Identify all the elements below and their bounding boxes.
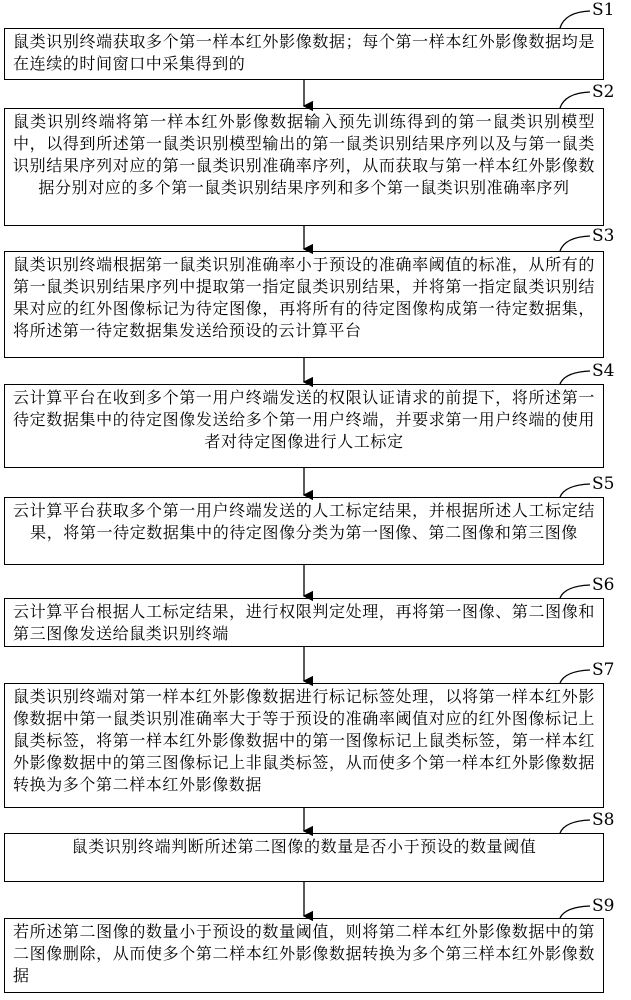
- step-text-s7: 鼠类识别终端对第一样本红外影像数据进行标记标签处理，以将第一样本红外影像数据中第一鼠类识别准确率大于等于预设的准确率阈值对应的红外图像标记上鼠类标签，将第一样本红外影像数据中的第一图像标记上鼠类标签，第一样本红外影像数据中的第三图像标记上非鼠类标签，从而使多个第一样本红外影像数据转换为多个第二样本红外影像数据: [13, 687, 595, 794]
- step-text-s3: 鼠类识别终端根据第一鼠类识别准确率小于预设的准确率阈值的标准，从所有的第一鼠类识别结果序列中提取第一指定鼠类识别结果，并将第一指定鼠类识别结果对应的红外图像标记为待定图像，再将所有的待定图像构成第一待定数据集，将所述第一待定数据集发送给预设的云计算平台: [13, 255, 595, 340]
- leader-s1: [560, 11, 590, 28]
- step-box-s5: [4, 497, 604, 565]
- step-label-s7: S7: [592, 660, 615, 680]
- leader-s8: [560, 820, 590, 833]
- step-box-s2: [4, 108, 604, 226]
- step-label-s1: S1: [592, 0, 615, 20]
- step-box-s6: [4, 598, 604, 647]
- leader-s5: [560, 484, 590, 497]
- leader-s2: [560, 92, 590, 108]
- step-text-s5: 云计算平台获取多个第一用户终端发送的人工标定结果，并根据所述人工标定结果，将第一待定数据集中的待定图像分类为第一图像、第二图像和第三图像: [13, 501, 595, 542]
- leader-s4: [560, 371, 590, 384]
- step-text-s6: 云计算平台根据人工标定结果，进行权限判定处理，再将第一图像、第二图像和第三图像发送给鼠类识别终端: [13, 602, 595, 643]
- step-text-s8: 鼠类识别终端判断所述第二图像的数量是否小于预设的数量阈值: [71, 837, 537, 856]
- step-box-s4: [4, 384, 604, 468]
- step-text-s1: 鼠类识别终端获取多个第一样本红外影像数据；每个第一样本红外影像数据均是在连续的时间窗口中采集得到的: [13, 32, 595, 73]
- step-box-s3: [4, 251, 604, 358]
- step-text-s9: 若所述第二图像的数量小于预设的数量阈值，则将第二样本红外影像数据中的第二图像删除，从而使多个第二样本红外影像数据转换为多个第三样本红外影像数据: [13, 922, 595, 985]
- step-label-s2: S2: [592, 82, 615, 102]
- step-text-s2: 鼠类识别终端将第一样本红外影像数据输入预先训练得到的第一鼠类识别模型中，以得到所述第一鼠类识别模型输出的第一鼠类识别结果序列以及与第一鼠类识别结果序列对应的第一鼠类识别准确率序列，从而获取与第一样本红外影像数据分别对应的多个第一鼠类识别结果序列和多个第一鼠类识别准确率序列: [13, 112, 595, 197]
- step-text-s4: 云计算平台在收到多个第一用户终端发送的权限认证请求的前提下，将所述第一待定数据集中的待定图像发送给多个第一用户终端，并要求第一用户终端的使用者对待定图像进行人工标定: [13, 388, 595, 451]
- step-label-s5: S5: [592, 474, 615, 494]
- step-label-s8: S8: [592, 810, 615, 830]
- step-box-s7: [4, 683, 604, 808]
- leader-s3: [560, 236, 590, 251]
- leader-s7: [560, 670, 590, 683]
- step-box-s8: [4, 833, 604, 882]
- leader-s9: [560, 906, 590, 918]
- step-label-s3: S3: [592, 226, 615, 246]
- step-label-s9: S9: [592, 896, 615, 916]
- step-label-s6: S6: [592, 575, 615, 595]
- leader-s6: [560, 585, 590, 598]
- step-box-s1: [4, 28, 604, 80]
- step-label-s4: S4: [592, 361, 615, 381]
- step-box-s9: [4, 918, 604, 993]
